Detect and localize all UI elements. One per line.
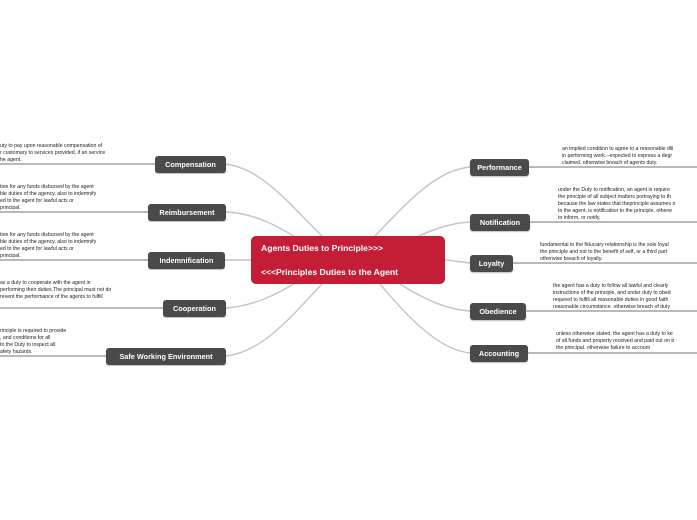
note-line: otherwise breach of loyalty. bbox=[540, 256, 603, 262]
note-accounting bbox=[556, 331, 697, 352]
note-line: principal. bbox=[0, 205, 21, 211]
connector-performance bbox=[375, 167, 470, 236]
note-compensation bbox=[0, 143, 152, 164]
note-line: under the Duty to notification, an agent is require bbox=[558, 187, 670, 193]
note-line: fundamental to the fiduciary relationship is the sole loyal bbox=[540, 242, 669, 248]
note-line: of all funds and property received and paid out on b bbox=[556, 338, 675, 344]
note-line: in performing work.--expected to express a degr bbox=[562, 153, 673, 159]
note-line: claimed. otherwise breach of agents duty. bbox=[562, 160, 658, 166]
node-loyalty[interactable]: Loyalty bbox=[470, 255, 513, 272]
central-topic-line1: Agents Duties to Principle>>> bbox=[261, 243, 384, 253]
note-notification bbox=[558, 187, 697, 222]
note-line: uty to pay upon reasonable compensation of bbox=[0, 143, 103, 149]
note-line: principal. bbox=[0, 253, 21, 259]
note-line: unless otherwise stated, the agent has a duty to ke bbox=[556, 331, 673, 337]
note-line: tion for any funds disbursed by the agent bbox=[0, 184, 94, 190]
note-line: the principal. otherwise failure to account bbox=[556, 345, 651, 351]
note-line: he agent. bbox=[0, 157, 22, 163]
connector-obedience bbox=[400, 284, 470, 311]
note-line: ble duties of the agency. also to indemnify bbox=[0, 239, 97, 245]
central-topic-line2: <<<Principles Duties to the Agent bbox=[261, 267, 398, 277]
connector-loyalty bbox=[445, 260, 470, 263]
node-performance[interactable]: Performance bbox=[470, 159, 529, 176]
note-line: instructions of the principle, and under duty to obed bbox=[553, 290, 671, 296]
note-obedience bbox=[553, 283, 697, 311]
node-obedience[interactable]: Obedience bbox=[470, 303, 526, 320]
note-line: the principle of all subject matters portraying to th bbox=[558, 194, 672, 200]
note-line: to the agent, is notification to the principle. otherw bbox=[558, 208, 672, 214]
note-line: as a duty to cooperate with the agent in bbox=[0, 280, 91, 286]
connector-accounting bbox=[380, 284, 470, 353]
note-line: ble duties of the agency. also to indemnify bbox=[0, 191, 97, 197]
note-line: rinciple is required to provide bbox=[0, 328, 67, 334]
note-line: revent the performance of the agents to fulfill bbox=[0, 294, 103, 300]
node-reimbursement[interactable]: Reimbursement bbox=[148, 204, 226, 221]
note-line: ed to the agent for lawful acts or bbox=[0, 246, 74, 252]
note-line: because the law states that theprinciple assumes n bbox=[558, 201, 676, 207]
note-line: reasonable circumstance. otherwise breach of duty bbox=[553, 304, 671, 310]
note-line: an implied condition to agree to a reasonable dili bbox=[562, 146, 674, 152]
note-line: performing their duties.The principal must not do bbox=[0, 287, 112, 293]
note-line: r customary to services provided, if an service bbox=[0, 150, 106, 156]
note-line: required to fulfill all reasonable duties in good faith bbox=[553, 297, 669, 303]
note-performance bbox=[562, 146, 697, 167]
node-safe-working-environment[interactable]: Safe Working Environment bbox=[106, 348, 226, 365]
note-line: tion for any funds disbursed by the agent bbox=[0, 232, 94, 238]
central-topic[interactable] bbox=[251, 236, 445, 284]
note-line: afety hazards. bbox=[0, 349, 33, 355]
connector-cooperation bbox=[226, 280, 300, 308]
note-safe-working-environment bbox=[0, 328, 104, 356]
note-line: to inform, or notify, bbox=[558, 215, 601, 221]
note-line: , and conditions for all bbox=[0, 335, 51, 341]
note-indemnification bbox=[0, 232, 146, 260]
note-line: to the Duty to inspect all bbox=[0, 342, 56, 348]
note-cooperation bbox=[0, 280, 160, 301]
note-line: the principle and not to the benefit of self, or a third part bbox=[540, 249, 668, 255]
note-loyalty bbox=[540, 242, 697, 263]
node-cooperation[interactable]: Cooperation bbox=[163, 300, 226, 317]
node-accounting[interactable]: Accounting bbox=[470, 345, 528, 362]
note-reimbursement bbox=[0, 184, 146, 212]
node-indemnification[interactable]: Indemnification bbox=[148, 252, 225, 269]
note-line: ed to the agent for lawful acts or bbox=[0, 198, 74, 204]
note-line: the agent has a duty to follow all lawful and clearly bbox=[553, 283, 669, 289]
node-notification[interactable]: Notification bbox=[470, 214, 530, 231]
node-compensation[interactable]: Compensation bbox=[155, 156, 226, 173]
